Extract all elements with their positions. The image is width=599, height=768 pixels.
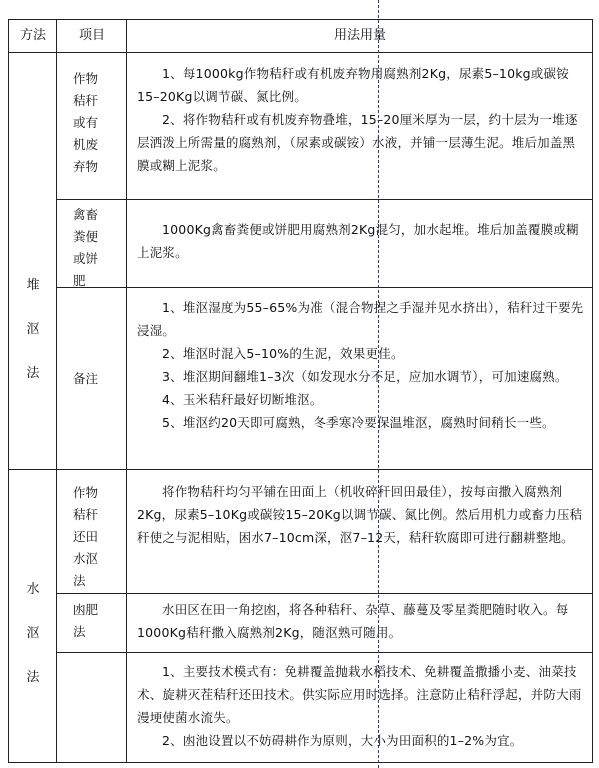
paragraph: 1000Kg禽畜粪便或饼肥用腐熟剂2Kg混匀，加水起堆。堆后加盖覆膜或糊上泥浆。 (137, 222, 579, 260)
item-line: 秸秆 (73, 507, 99, 522)
content-techniques (137, 660, 587, 752)
paragraph: 1、每1000kg作物秸秆或有机废弃物用腐熟剂2Kg，尿素5–10kg或碳铵15–20Kg以调节碳、氮比例。 (137, 66, 569, 104)
item-line: 弃物 (73, 159, 99, 174)
paragraph: 2、将作物秸秆或有机废弃物叠堆，15–20厘米厚为一层，约十层为一堆逐层洒泼上所需量的腐熟剂，（尿素或碳铵）水液，并铺一层薄生泥。堆后加盖黑膜或糊上泥浆。 (137, 112, 578, 173)
method-char: 法 (26, 670, 40, 685)
paragraph: 2、凼池设置以不妨碍耕作为原则，大小为田面积的1–2%为宜。 (162, 733, 523, 748)
item-line: 或饼 (73, 251, 99, 266)
paragraph: 1、主要技术模式有：免耕覆盖抛栽水稻技术、免耕覆盖撒播小麦、油菜技术、旋耕灭茬秸秆还田技术。供实际应用时选择。注意防止秸秆浮起，并防大雨漫埂使菌水流失。 (137, 664, 582, 725)
content-notes (137, 296, 587, 434)
item-line: 粪便 (73, 229, 99, 244)
method-char: 水 (26, 582, 40, 597)
content-pit-manure (137, 598, 587, 644)
item-line: 禽畜 (73, 207, 99, 222)
method-char: 沤 (26, 626, 40, 641)
item-line: 备注 (73, 371, 99, 386)
paragraph: 1、堆沤湿度为55–65%为准（混合物捏之手湿并见水挤出），秸秆过干要先浸湿。 (137, 300, 584, 338)
content-crop-straw (137, 62, 587, 177)
col-divider-2 (126, 20, 127, 762)
header-usage: 用法用量 (333, 28, 386, 43)
item-line: 还田 (73, 529, 99, 544)
item-notes (73, 368, 125, 390)
header-method: 方法 (19, 28, 46, 43)
dashed-guide-line (378, 0, 379, 768)
row-rule-1 (57, 199, 592, 200)
fertilizer-method-table (8, 19, 593, 763)
item-line: 法 (73, 573, 86, 588)
paragraph: 水田区在田一角挖凼，将各种秸秆、杂草、藤蔓及零星粪肥随时收入。每1000Kg秸秆撒入腐熟剂2Kg，随沤熟可随用。 (137, 602, 569, 640)
method-char: 沤 (26, 322, 40, 337)
method-water (9, 568, 57, 700)
paragraph: 3、堆沤期间翻堆1–3次（如发现水分不足，应加水调节），可加速腐熟。 (162, 369, 568, 384)
item-line: 作物 (73, 485, 99, 500)
method-pile (9, 264, 57, 396)
item-line: 机废 (73, 137, 99, 152)
header-item: 项目 (78, 28, 105, 43)
paragraph: 2、堆沤时混入5–10%的生泥，效果更佳。 (162, 346, 404, 361)
item-line: 肥 (73, 273, 86, 288)
group-rule (9, 469, 592, 470)
paragraph: 5、堆沤约20天即可腐熟，冬季寒冷要保温堆沤，腐熟时间稍长一些。 (162, 415, 555, 430)
content-straw-return (137, 480, 587, 549)
row-rule-4 (57, 593, 592, 594)
item-line: 或有 (73, 115, 99, 130)
item-line: 秸秆 (73, 93, 99, 108)
item-line: 凼肥 (73, 602, 99, 617)
row-rule-2 (57, 287, 592, 288)
paragraph: 将作物秸秆均匀平铺在田面上（机收碎秆回田最佳），按每亩撒入腐熟剂2Kg，尿素5–10Kg或碳铵15–20Kg以调节碳、氮比例。然后用机力或畜力压秸秆使之与泥相贴，困水7–10cm深，沤7–12天，秸秆软腐即可进行翻耕整地。 (137, 484, 583, 545)
content-manure (137, 218, 587, 264)
item-line: 法 (73, 624, 86, 639)
method-char: 堆 (26, 278, 40, 293)
paragraph: 4、玉米秸秆最好切断堆沤。 (162, 392, 323, 407)
row-rule-5 (57, 652, 592, 653)
item-crop-straw (73, 68, 125, 178)
item-line: 作物 (73, 71, 99, 86)
method-char: 法 (26, 366, 40, 381)
item-pit-manure (73, 599, 125, 643)
header-rule (9, 52, 592, 53)
item-manure (73, 204, 125, 292)
item-straw-return (73, 482, 125, 592)
item-line: 水沤 (73, 551, 99, 566)
